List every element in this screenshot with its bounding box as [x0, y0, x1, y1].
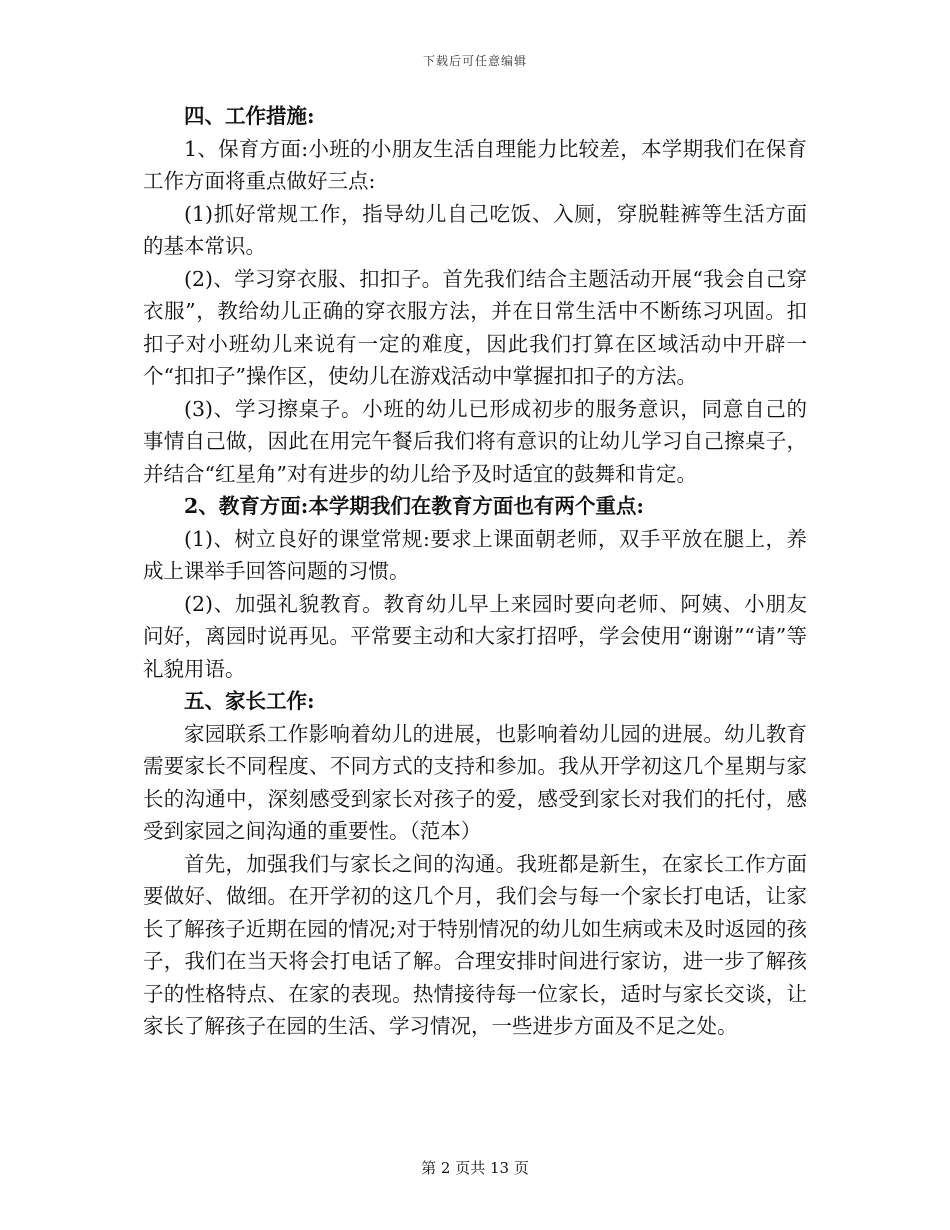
subheading-education: 2、教育方面:本学期我们在教育方面也有两个重点: — [184, 494, 644, 518]
section-heading-measures: 四、工作措施: — [184, 104, 315, 128]
paragraph-care-item-3: (3)、学习擦桌子。小班的幼儿已形成初步的服务意识，同意自己的事情自己做，因此在用完午餐后我们将有意识的让幼儿学习自己擦桌子，并结合“红星角”对有进步的幼儿给予及时适宜的鼓舞和肯定。 — [143, 396, 807, 486]
paragraph-care-item-1: (1)抓好常规工作，指导幼儿自己吃饭、入厕，穿脱鞋裤等生活方面的基本常识。 — [143, 201, 807, 258]
page-header: 下载后可任意编辑 — [422, 54, 527, 68]
page-footer: 第 2 页共 13 页 — [421, 1159, 529, 1177]
document-body — [143, 100, 807, 1043]
paragraph-education-item-2: (2)、加强礼貌教育。教育幼儿早上来园时要向老师、阿姨、小朋友问好，离园时说再见。平常要主动和大家打招呼，学会使用“谢谢”“请”等礼貌用语。 — [143, 591, 807, 681]
section-heading-parents: 五、家长工作: — [184, 689, 315, 713]
paragraph-education-item-1: (1)、树立良好的课堂常规:要求上课面朝老师，双手平放在腿上，养成上课举手回答问题的习惯。 — [143, 526, 807, 583]
paragraph-care-item-2: (2)、学习穿衣服、扣扣子。首先我们结合主题活动开展“我会自己穿衣服”，教给幼儿正确的穿衣服方法，并在日常生活中不断练习巩固。扣扣子对小班幼儿来说有一定的难度，因此我们打算在区域活动中开辟一个“扣扣子”操作区，使幼儿在游戏活动中掌握扣扣子的方法。 — [143, 266, 807, 388]
paragraph-care-intro: 1、保育方面:小班的小朋友生活自理能力比较差，本学期我们在保育工作方面将重点做好三点: — [143, 136, 807, 193]
paragraph-parents-communication: 首先，加强我们与家长之间的沟通。我班都是新生，在家长工作方面要做好、做细。在开学初的这几个月，我们会与每一个家长打电话，让家长了解孩子近期在园的情况;对于特别情况的幼儿如生病或未及时返园的孩子，我们在当天将会打电话了解。合理安排时间进行家访，进一步了解孩子的性格特点、在家的表现。热情接待每一位家长，适时与家长交谈，让家长了解孩子在园的生活、学习情况，一些进步方面及不足之处。 — [143, 851, 807, 1038]
paragraph-parents-intro: 家园联系工作影响着幼儿的进展，也影响着幼儿园的进展。幼儿教育需要家长不同程度、不同方式的支持和参加。我从开学初这几个星期与家长的沟通中，深刻感受到家长对孩子的爱，感受到家长对我们的托付，感受到家园之间沟通的重要性。（范本） — [143, 721, 807, 843]
